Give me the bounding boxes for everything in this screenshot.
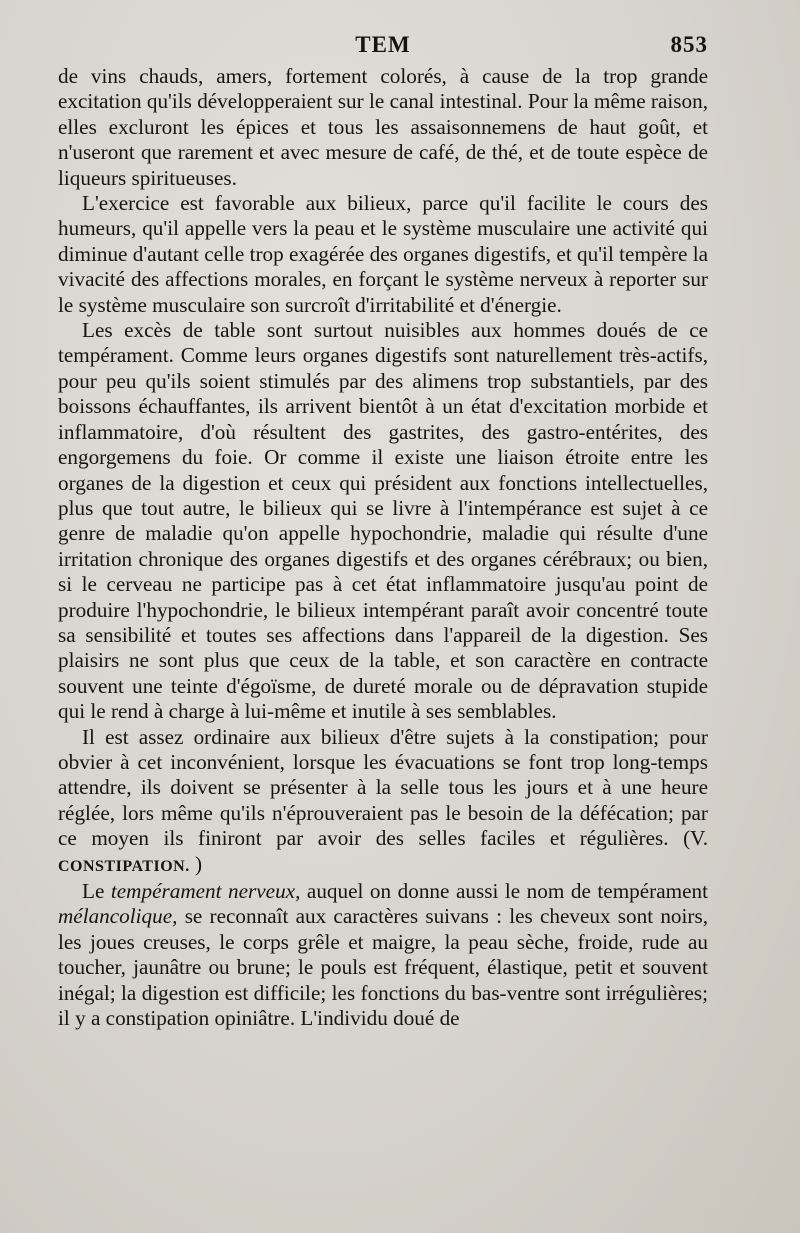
nervous-start: Le: [82, 879, 105, 903]
term-nervous: tempérament nerveux,: [110, 879, 301, 903]
page-number: 853: [670, 32, 708, 57]
constipation-text: Il est assez ordinaire aux bilieux d'être sujets à la constipation; pour obvier à cet inconvénient, lorsque les évacuations se font trop long-temps attendre, ils doivent se présenter à la selle tous les jours et à une heure réglée, lors même qu'ils n'éprouveraient pas le besoin de la défécation; par ce moyen ils finiront par avoir des selles faciles et régulières. (V.: [58, 724, 708, 851]
running-title: TEM: [355, 32, 411, 57]
cross-reference-close: ): [195, 851, 203, 876]
nervous-mid: auquel on donne aussi le nom de tempérament: [306, 879, 708, 903]
paragraph-exercise: L'exercice est favorable aux bilieux, parce qu'il facilite le cours des humeurs, qu'il appelle vers la peau et le système musculaire une activité qui diminue d'autant celle trop exagérée des organes digestifs, et qu'il tempère la vivacité des affections morales, en forçant le système nerveux à reporter sur le système musculaire son surcroît d'irritabilité et d'énergie.: [58, 191, 708, 317]
paragraph-diet-continued: de vins chauds, amers, fortement colorés, à cause de la trop grande excitation qu'ils développeraient sur le canal intestinal. Pour la même raison, elles excluront les épices et tous les assaisonnemens de haut goût, et n'useront que rarement et avec mesure de café, de thé, et de toute espèce de liqueurs spiritueuses.: [58, 64, 708, 190]
nervous-rest: se reconnaît aux caractères suivans : les cheveux sont noirs, les joues creuses, le corps grêle et maigre, la peau sèche, froide, rude au toucher, jaunâtre ou brune; le pouls est fréquent, élastique, petit et souvent inégal; la digestion est difficile; les fonctions du bas-ventre sont irrégulières; il y a constipation opiniâtre. L'individu doué de: [58, 904, 709, 1031]
term-melancholic: mélancolique,: [58, 904, 178, 929]
paragraph-excess-table: Les excès de table sont surtout nuisibles aux hommes doués de ce tempérament. Comme leurs organes digestifs sont naturellement très-actifs, pour peu qu'ils soient stimulés par des alimens trop substantiels, par des boissons échauffantes, ils arrivent bientôt à un état d'excitation morbide et inflammatoire, d'où résultent des gastrites, des gastro-entérites, des engorgemens du foie. Or comme il existe une liaison étroite entre les organes de la digestion et ceux qui président aux fonctions intellectuelles, plus que tout autre, le bilieux qui se livre à l'intempérance est sujet à ce genre de maladie qu'on appelle hypochondrie, maladie qui résulte d'une irritation chronique des organes digestifs et des organes cérébraux; ou bien, si le cerveau ne participe pas à cet état inflammatoire jusqu'au point de produire l'hypochondrie, le bilieux intempérant paraît avoir concentré toute sa sensibilité et toutes ses affections dans l'appareil de la digestion. Ses plaisirs ne sont plus que ceux de la table, et son caractère en contracte souvent une teinte d'égoïsme, de dureté morale ou de dépravation stupide qui le rend à charge à lui-même et inutile à ses semblables.: [58, 318, 708, 724]
cross-reference-constipation: CONSTIPATION.: [58, 857, 190, 875]
running-head: [58, 28, 708, 64]
paragraph-nervous-temperament: [58, 879, 708, 1031]
body-text: [58, 64, 708, 1031]
paragraph-constipation: [58, 725, 708, 879]
